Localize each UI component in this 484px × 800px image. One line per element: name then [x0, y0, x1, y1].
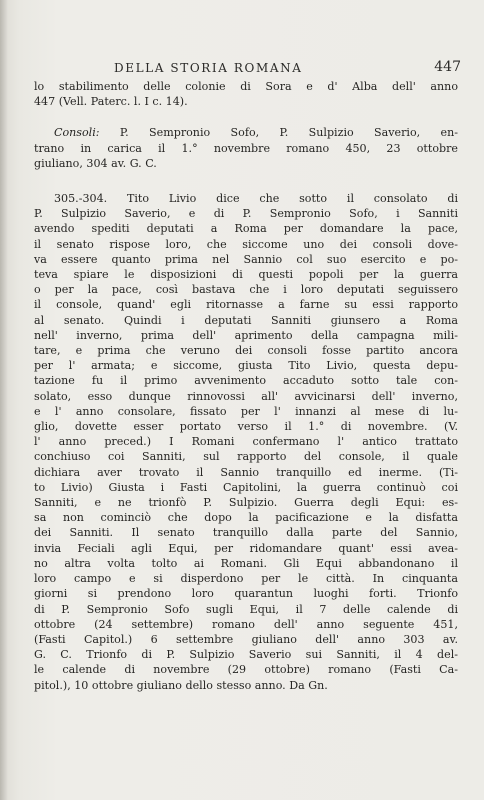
text-line: tazione fu il primo avvenimento accaduto sotto tale con- [34, 374, 458, 388]
text-line: lo stabilimento delle colonie di Sora e d' Alba dell' anno [34, 80, 458, 93]
page-gutter-shadow [0, 0, 8, 800]
page-text [34, 79, 458, 693]
text-line: va essere quanto prima nel Sannio col suo esercito e po- [34, 252, 458, 266]
text-line: (Fasti Capitol.) 6 settembre giuliano dell' anno 303 av. [34, 632, 458, 646]
text-line: pitol.), 10 ottobre giuliano dello stesso anno. Da Gn. [34, 678, 328, 692]
text-line [34, 125, 458, 140]
text-line: giorni si prendono loro quarantun luoghi forti. Trionfo [34, 587, 458, 601]
text-line: solato, esso dunque rinnovossi all' avvicinarsi dell' inverno, [34, 389, 458, 403]
text-line: to Livio) Giusta i Fasti Capitolini, la guerra continuò coi [34, 480, 458, 494]
paragraph-305-304 [34, 191, 458, 693]
text-line: no altra volta tolto ai Romani. Gli Equi abbandonano il [34, 556, 458, 570]
text-line: dei Sanniti. Il senato tranquillo dalla parte del Sannio, [34, 526, 458, 540]
text-line: 305.-304. Tito Livio dice che sotto il consolato di [54, 192, 458, 206]
text-line: il console, quand' egli ritornasse a farne su essi rapporto [34, 298, 458, 312]
text-line: sa non cominciò che dopo la pacificazione e la disfatta [34, 511, 458, 525]
text-line: per l' armata; e siccome, giusta Tito Livio, questa depu- [34, 359, 458, 373]
text-line: di P. Sempronio Sofo sugli Equi, il 7 delle calende di [34, 602, 458, 616]
paragraph-consoli [34, 125, 458, 171]
text-line: ottobre (24 settembre) romano dell' anno seguente 451, [34, 617, 458, 631]
text-line: avendo spediti deputati a Roma per domandare la pace, [34, 222, 458, 236]
text-line: giuliano, 304 av. G. C. [34, 156, 157, 170]
consoli-label: Consoli: [54, 126, 100, 140]
text-line: loro campo e si disperdono per le città. In cinquanta [34, 572, 458, 586]
text-line: le calende di novembre (29 ottobre) romano (Fasti Ca- [34, 663, 458, 677]
consoli-text: P. Sempronio Sofo, P. Sulpizio Saverio, en- [99, 126, 458, 140]
text-line: G. C. Trionfo di P. Sulpizio Saverio sui Sanniti, il 4 del- [34, 648, 458, 662]
text-line: teva spiare le disposizioni di questi popoli per la guerra [34, 268, 458, 282]
text-line: e l' anno consolare, fissato per l' innanzi al mese di lu- [34, 404, 458, 418]
text-line: tare, e prima che veruno dei consoli fosse partito ancora [34, 344, 458, 358]
text-line: trano in carica il 1.° novembre romano 450, 23 ottobre [34, 141, 458, 155]
text-line: nell' inverno, prima dell' aprimento della campagna mili- [34, 328, 458, 342]
running-header [34, 61, 466, 79]
text-line: al senato. Quindi i deputati Sanniti giunsero a Roma [34, 313, 458, 327]
text-line: o per la pace, così bastava che i loro deputati seguissero [34, 283, 458, 297]
text-line: il senato rispose loro, che siccome uno dei consoli dove- [34, 237, 458, 251]
text-line: P. Sulpizio Saverio, e di P. Sempronio Sofo, i Sanniti [34, 207, 458, 221]
text-line: 447 (Vell. Paterc. l. I c. 14). [34, 95, 188, 109]
text-line: l' anno preced.) I Romani confermano l' antico trattato [34, 435, 458, 449]
text-line: glio, dovette esser portato verso il 1.° di novembre. (V. [34, 420, 458, 434]
paragraph-colonie [34, 79, 458, 109]
text-line: dichiara aver trovato il Sannio tranquillo ed inerme. (Ti- [34, 465, 458, 479]
text-line: conchiuso coi Sanniti, sul rapporto del console, il quale [34, 450, 458, 464]
text-line: invia Feciali agli Equi, per ridomandare quant' essi avea- [34, 541, 458, 555]
page-number: 447 [434, 59, 461, 75]
text-line: Sanniti, e ne trionfò P. Sulpizio. Guerra degli Equi: es- [34, 496, 458, 510]
running-title: DELLA STORIA ROMANA [114, 61, 303, 75]
